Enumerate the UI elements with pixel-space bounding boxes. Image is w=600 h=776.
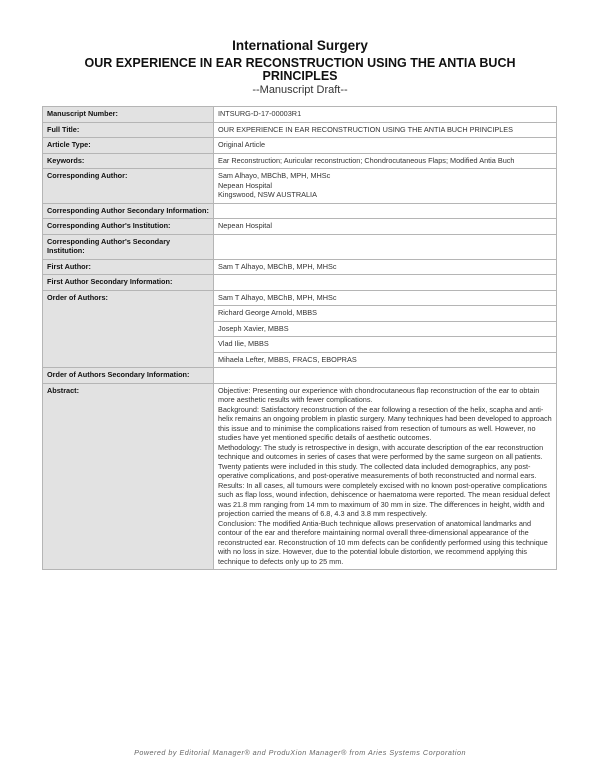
abstract-results: Results: In all cases, all tumours were completely excised with no known post-operative complications such as flap loss, wound infection, dehiscence or haematoma were reported. The mean residual defect was 21.8 mm ranging from 14 mm to maximum of 30 mm in size. The differences in height, width and projection carried the means of 6.8, 4.3 and 3.8 mm respectively.	[218, 480, 551, 518]
row-abstract	[43, 383, 557, 570]
value-first-author-secondary	[214, 275, 557, 291]
row-first-author-secondary	[43, 275, 557, 291]
value-keywords: Ear Reconstruction; Auricular reconstruction; Chondrocutaneous Flaps; Modified Antia Buch	[214, 153, 557, 169]
author-entry-1: Sam T Alhayo, MBChB, MPH, MHSc	[214, 290, 557, 306]
value-corresponding-inst-secondary	[214, 234, 557, 259]
label-corresponding-institution: Corresponding Author's Institution:	[43, 219, 214, 235]
label-full-title: Full Title:	[43, 122, 214, 138]
label-first-author: First Author:	[43, 259, 214, 275]
row-article-type	[43, 138, 557, 154]
label-keywords: Keywords:	[43, 153, 214, 169]
value-corresponding-institution: Nepean Hospital	[214, 219, 557, 235]
abstract-methodology: Methodology: The study is retrospective in design, with accurate description of the ear reconstruction technique and outcomes in series of cases that were performed by the same surgeon on all patients. Twenty patients were included in this study. The collected data included demographics, any post-operative complications, and post-operative measurements of both reconstructed and normal ears.	[218, 442, 544, 480]
journal-name: International Surgery	[232, 38, 368, 53]
label-order-secondary: Order of Authors Secondary Information:	[43, 368, 214, 384]
author-entry-4: Vlad Ilie, MBBS	[214, 337, 557, 353]
row-keywords	[43, 153, 557, 169]
abstract-background: Background: Satisfactory reconstruction of the ear following a resection of the helix, scapha and anti-helix remains an ongoing problem in plastic surgery. Many techniques had been developed to approach this issue and to minimise the complications raised from resection of tumours as well. However, no studies have yet mentioned specific details of aesthetic outcomes.	[218, 404, 552, 442]
row-corresponding-author	[43, 169, 557, 204]
row-order-of-authors	[43, 290, 557, 306]
draft-label: --Manuscript Draft--	[252, 84, 348, 96]
value-manuscript-number: INTSURG-D-17-00003R1	[214, 107, 557, 123]
author-entry-5: Mihaela Lefter, MBBS, FRACS, EBOPRAS	[214, 352, 557, 368]
footer-credit: Powered by Editorial Manager® and ProduXion Manager® from Aries Systems Corporation	[134, 748, 466, 757]
row-first-author	[43, 259, 557, 275]
manuscript-info-table	[42, 106, 557, 570]
row-corresponding-institution	[43, 219, 557, 235]
label-corresponding-inst-secondary: Corresponding Author's Secondary Institution:	[43, 234, 214, 259]
label-manuscript-number: Manuscript Number:	[43, 107, 214, 123]
value-corresponding-author	[214, 169, 557, 204]
row-order-secondary	[43, 368, 557, 384]
label-order-of-authors: Order of Authors:	[43, 290, 214, 368]
row-manuscript-number	[43, 107, 557, 123]
row-full-title	[43, 122, 557, 138]
abstract-conclusion: Conclusion: The modified Antia-Buch technique allows preservation of anatomical landmarks and contour of the ear and therefore maintaining normal overall three-dimensional appearance of the reconstructed ear. Reconstruction of 10 mm defects can be confidently performed using this technique with no loss in size. However, due to the potential lobule distortion, we recommend applying this technique to defects only up to 25 mm.	[218, 518, 548, 566]
label-corresponding-author: Corresponding Author:	[43, 169, 214, 204]
author-entry-3: Joseph Xavier, MBBS	[214, 321, 557, 337]
abstract-objective: Objective: Presenting our experience with chondrocutaneous flap reconstruction of the ear to obtain more aesthetic results with fewer complications.	[218, 385, 540, 404]
value-order-secondary	[214, 368, 557, 384]
label-article-type: Article Type:	[43, 138, 214, 154]
row-corresponding-secondary	[43, 203, 557, 219]
value-corresponding-secondary	[214, 203, 557, 219]
value-full-title: OUR EXPERIENCE IN EAR RECONSTRUCTION USING THE ANTIA BUCH PRINCIPLES	[214, 122, 557, 138]
label-abstract: Abstract:	[43, 383, 214, 570]
value-article-type: Original Article	[214, 138, 557, 154]
corresponding-author-location: Kingswood, NSW AUSTRALIA	[218, 190, 317, 199]
label-first-author-secondary: First Author Secondary Information:	[43, 275, 214, 291]
corresponding-author-hospital: Nepean Hospital	[218, 180, 272, 190]
manuscript-title: OUR EXPERIENCE IN EAR RECONSTRUCTION USING THE ANTIA BUCH PRINCIPLES	[84, 56, 516, 83]
document-header	[0, 0, 600, 96]
row-corresponding-inst-secondary	[43, 234, 557, 259]
corresponding-author-name: Sam Alhayo, MBChB, MPH, MHSc	[218, 171, 331, 180]
author-entry-2: Richard George Arnold, MBBS	[214, 306, 557, 322]
value-first-author: Sam T Alhayo, MBChB, MPH, MHSc	[214, 259, 557, 275]
label-corresponding-secondary: Corresponding Author Secondary Information:	[43, 203, 214, 219]
value-abstract	[214, 383, 557, 570]
